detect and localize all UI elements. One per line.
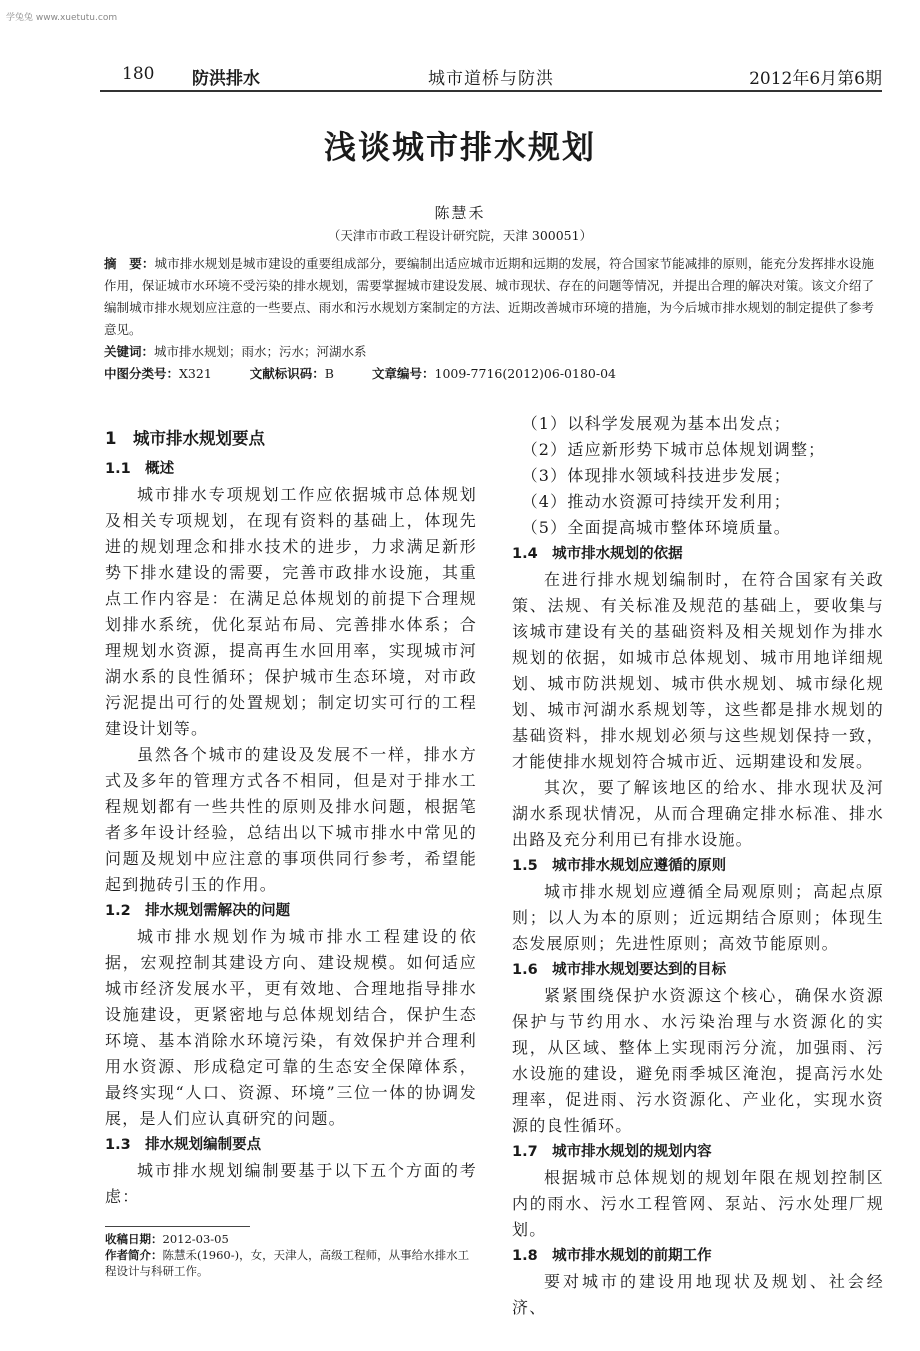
paragraph: 城市排水规划应遵循全局观原则；高起点原则；以人为本的原则；近远期结合原则；体现生态发展原则；先进性原则；高效节能原则。 xyxy=(512,882,884,953)
subsection-heading: 1.1 概述 xyxy=(105,461,175,477)
paragraph: 根据城市总体规划的规划年限在规划控制区内的雨水、污水工程管网、泵站、污水处理厂规划。 xyxy=(512,1168,884,1239)
footnote xyxy=(105,1231,475,1279)
keywords xyxy=(104,341,874,363)
subsection-heading: 1.7 城市排水规划的规划内容 xyxy=(512,1144,712,1160)
paragraph: 城市排水专项规划工作应依据城市总体规划及相关专项规划，在现有资料的基础上，体现先进的规划理念和排水技术的进步，力求满足新形势下排水建设的需要，完善市政排水设施，其重点工作内容是：在满足总体规划的前提下合理规划排水系统，优化泵站布局、完善排水体系；合理规划水资源，提高再生水回用率，实现城市河湖水系的良性循环；保护城市生态环境，对市政污泥提出可行的处置规划；制定切实可行的工程建设计划等。 xyxy=(105,485,477,738)
footnote-area xyxy=(105,1210,477,1279)
paragraph: 城市排水规划作为城市排水工程建设的依据，宏观控制其建设方向、建设规模。如何适应城市经济发展水平，更有效地、合理地指导排水设施建设，更紧密地与总体规划结合，保护生态环境、基本消除水环境污染，有效保护并合理利用水资源、形成稳定可靠的生态安全保障体系，最终实现“人口、资源、环境”三位一体的协调发展，是人们应认真研究的问题。 xyxy=(105,927,477,1128)
subsection-heading: 1.2 排水规划需解决的问题 xyxy=(105,903,291,919)
paragraph: 要对城市的建设用地现状及规划、社会经济、 xyxy=(512,1272,884,1317)
affiliation: （天津市市政工程设计研究院，天津 300051） xyxy=(327,228,593,243)
list-item: （4）推动水资源可持续开发利用； xyxy=(521,492,791,511)
abstract-label: 摘 要： xyxy=(104,256,155,271)
footnote-divider xyxy=(105,1226,250,1227)
paragraph: 虽然各个城市的建设及发展不一样，排水方式及多年的管理方式各不相同，但是对于排水工程规划都有一些共性的原则及排水问题，根据笔者多年设计经验，总结出以下城市排水中常见的问题及规划中应注意的事项供同行参考，希望能起到抛砖引玉的作用。 xyxy=(105,745,477,894)
list-item: （3）体现排水领域科技进步发展； xyxy=(521,466,791,485)
page-number: 180 xyxy=(122,64,155,84)
subsection-heading: 1.4 城市排水规划的依据 xyxy=(512,546,683,562)
watermark: 学兔兔 www.xuetutu.com xyxy=(6,13,118,23)
received-date: 2012-03-05 xyxy=(162,1232,229,1246)
left-column xyxy=(105,411,477,1279)
bio-label: 作者简介： xyxy=(105,1248,163,1262)
received-label: 收稿日期： xyxy=(105,1232,163,1246)
list-item: （5）全面提高城市整体环境质量。 xyxy=(521,518,791,537)
clc-label: 中图分类号： xyxy=(104,366,180,381)
author-bio: 陈慧禾(1960-)，女，天津人，高级工程师，从事给水排水工程设计与科研工作。 xyxy=(105,1248,470,1278)
classification-row xyxy=(104,363,874,385)
list-item: （1）以科学发展观为基本出发点； xyxy=(521,414,791,433)
journal-name: 城市道桥与防洪 xyxy=(428,69,554,89)
doc-code-value: B xyxy=(324,366,334,381)
issue-date: 2012年6月第6期 xyxy=(749,69,882,89)
paragraph: 紧紧围绕保护水资源这个核心，确保水资源保护与节约用水、水污染治理与水资源化的实现，从区域、整体上实现雨污分流，加强雨、污水设施的建设，避免雨季城区淹泡，提高污水处理率，促进雨、污水资源化、产业化，实现水资源的良性循环。 xyxy=(512,986,884,1135)
subsection-heading: 1.5 城市排水规划应遵循的原则 xyxy=(512,858,727,874)
section-name: 防洪排水 xyxy=(192,69,260,89)
doc-code-label: 文献标识码： xyxy=(249,366,325,381)
article-id-value: 1009-7716(2012)06-0180-04 xyxy=(434,366,616,381)
subsection-heading: 1.6 城市排水规划要达到的目标 xyxy=(512,962,727,978)
section-heading: 1 城市排水规划要点 xyxy=(105,429,265,448)
paragraph: 在进行排水规划编制时，在符合国家有关政策、法规、有关标准及规范的基础上，要收集与该城市建设有关的基础资料及相关规划作为排水规划的依据，如城市总体规划、城市用地详细规划、城市防洪规划、城市供水规划、城市绿化规划、城市河湖水系规划等，这些都是排水规划的基础资料，排水规划必须与这些规划保持一致，才能使排水规划符合城市近、远期建设和发展。 xyxy=(512,570,884,771)
abstract xyxy=(104,253,874,341)
article-id-label: 文章编号： xyxy=(371,366,435,381)
paragraph: 其次，要了解该地区的给水、排水现状及河湖水系现状情况，从而合理确定排水标准、排水出路及充分利用已有排水设施。 xyxy=(512,778,884,849)
list-item: （2）适应新形势下城市总体规划调整； xyxy=(521,440,826,459)
keywords-text: 城市排水规划；雨水；污水；河湖水系 xyxy=(154,344,367,359)
abstract-text: 城市排水规划是城市建设的重要组成部分，要编制出适应城市近期和远期的发展，符合国家节能减排的原则，能充分发挥排水设施作用，保证城市水环境不受污染的排水规划，需要掌握城市建设发展、城市现状、存在的问题等情况，并提出合理的解决对策。该文介绍了编制城市排水规划应注意的一些要点、雨水和污水规划方案制定的方法、近期改善城市环境的措施，为今后城市排水规划的制定提供了参考意见。 xyxy=(104,256,874,337)
paragraph: 城市排水规划编制要基于以下五个方面的考虑： xyxy=(105,1161,477,1206)
paper-title: 浅谈城市排水规划 xyxy=(323,128,596,166)
abstract-block xyxy=(104,253,874,385)
subsection-heading: 1.8 城市排水规划的前期工作 xyxy=(512,1248,712,1264)
keywords-label: 关键词： xyxy=(104,344,155,359)
two-column-body xyxy=(104,411,882,1321)
subsection-heading: 1.3 排水规划编制要点 xyxy=(105,1137,262,1153)
right-column xyxy=(512,411,884,1321)
author: 陈慧禾 xyxy=(434,204,486,222)
clc-value: X321 xyxy=(179,366,212,381)
